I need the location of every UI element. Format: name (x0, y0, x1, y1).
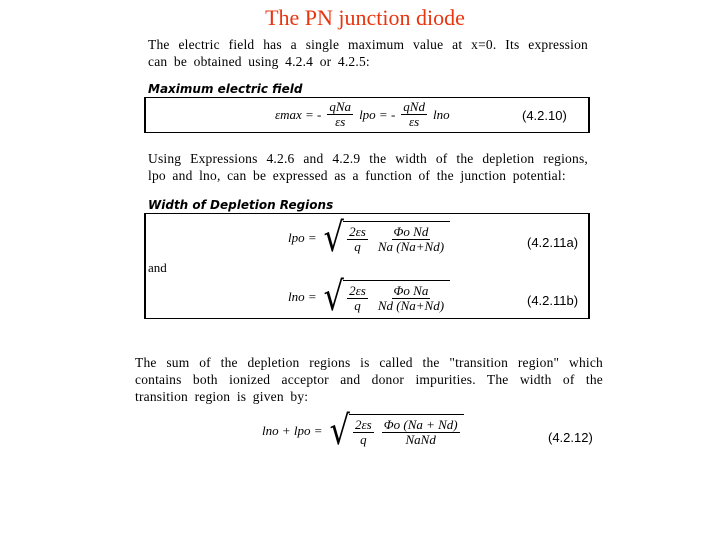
equation-4-2-11b (288, 274, 450, 320)
eq-4-2-11b-den-left: q (354, 297, 361, 313)
eq-4-2-11a-num-right: Φo Nd (393, 223, 429, 239)
sqrt-icon: √ (323, 215, 344, 261)
eq-4-2-10-fraction-2 (401, 100, 427, 129)
paragraph-depletion-intro: Using Expressions 4.2.6 and 4.2.9 the width of the depletion regions, lpo and lno, can be expressed as a function of the junction potential: (148, 151, 588, 183)
eq-4-2-12-num-left: 2εs (355, 416, 372, 432)
equation-4-2-10 (275, 100, 450, 129)
and-label: and (148, 260, 167, 275)
eq-4-2-11a-radical (321, 215, 450, 261)
eq-4-2-12-den-left: q (360, 431, 367, 447)
eq-4-2-11a-lhs: lpo = (288, 230, 317, 245)
eq-4-2-10-lhs: εmax = - (275, 106, 322, 122)
eq-4-2-10-den-2: εs (409, 114, 420, 129)
eq-4-2-11b-num-right: Φo Na (393, 282, 429, 298)
equation-4-2-11a (288, 215, 450, 261)
eq-4-2-11a-den-left: q (354, 238, 361, 254)
equation-number-4-2-10: (4.2.10) (522, 108, 567, 123)
eq-4-2-11b-lhs: lno = (288, 289, 317, 304)
eq-4-2-11b-radical (321, 274, 450, 320)
eq-4-2-10-fraction-1 (327, 100, 353, 129)
eq-4-2-12-fraction-left (353, 418, 374, 447)
sqrt-icon: √ (323, 274, 344, 320)
eq-4-2-11b-num-left: 2εs (349, 282, 366, 298)
section-heading-max-field: Maximum electric field (148, 82, 303, 96)
eq-4-2-11a-num-left: 2εs (349, 223, 366, 239)
eq-4-2-11b-fraction-left (347, 284, 368, 313)
eq-4-2-12-radical (327, 408, 464, 454)
eq-4-2-10-mid: lpo = - (359, 106, 396, 122)
equation-number-4-2-12: (4.2.12) (548, 430, 593, 445)
eq-4-2-10-num-1: qNa (329, 99, 352, 114)
eq-4-2-10-num-2: qNd (403, 99, 425, 114)
equation-4-2-12 (262, 408, 464, 454)
eq-4-2-11a-den-right: Na (Na+Nd) (377, 238, 445, 254)
eq-4-2-11a-fraction-right (376, 225, 446, 254)
page-title: The PN junction diode (265, 5, 465, 30)
paragraph-intro: The electric field has a single maximum value at x=0. Its expression can be obtained using 4.2.4 or 4.2.5: (148, 37, 588, 69)
eq-4-2-11b-fraction-right (376, 284, 446, 313)
paragraph-transition-region: The sum of the depletion regions is called the "transition region" which contains both ionized acceptor and donor impurities. The width of the transition region is given by: (135, 355, 603, 404)
equation-number-4-2-11a: (4.2.11a) (527, 235, 579, 250)
sqrt-icon: √ (329, 408, 350, 454)
eq-4-2-12-lhs: lno + lpo = (262, 423, 323, 438)
eq-4-2-10-tail: lno (432, 106, 450, 122)
section-heading-depletion: Width of Depletion Regions (148, 198, 334, 212)
eq-4-2-10-den-1: εs (335, 114, 346, 129)
eq-4-2-11b-den-right: Nd (Na+Nd) (377, 297, 445, 313)
eq-4-2-12-fraction-right (382, 418, 460, 447)
eq-4-2-11a-fraction-left (347, 225, 368, 254)
equation-number-4-2-11b: (4.2.11b) (527, 293, 579, 308)
eq-4-2-12-num-right: Φo (Na + Nd) (383, 416, 458, 432)
eq-4-2-12-den-right: NaNd (405, 431, 436, 447)
